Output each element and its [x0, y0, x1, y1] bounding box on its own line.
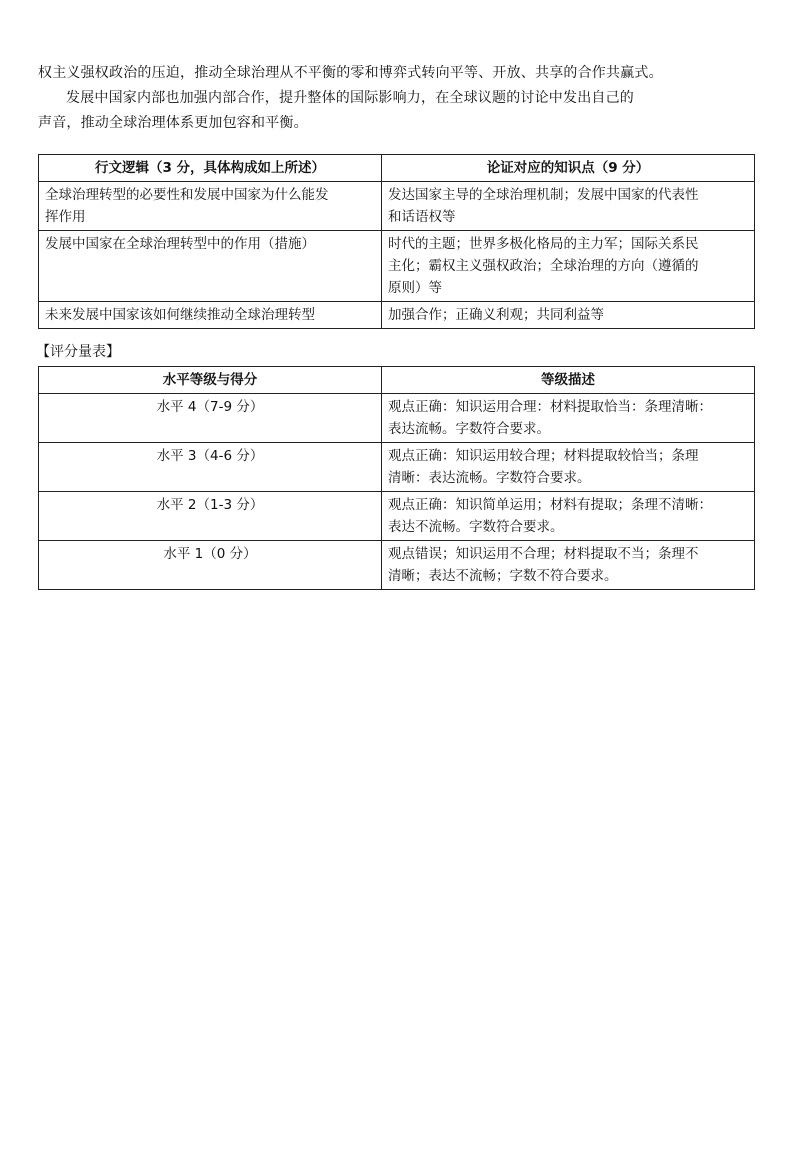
cell-line: 发达国家主导的全球治理机制；发展中国家的代表性: [388, 187, 699, 203]
table-row: [39, 182, 755, 231]
cell-line: 全球治理转型的必要性和发展中国家为什么能发: [45, 187, 329, 203]
logic-table-header: [39, 155, 755, 182]
rubric-label: 【评分量表】: [36, 344, 120, 360]
intro-line-3: 声音，推动全球治理体系更加包容和平衡。: [38, 115, 308, 131]
rubric-table: [38, 366, 755, 590]
rubric-desc-3: [382, 443, 755, 492]
cell-line: 清晰：表达流畅。字数符合要求。: [388, 470, 591, 486]
intro-line-2: 发展中国家内部也加强内部合作，提升整体的国际影响力，在全球议题的讨论中发出自己的: [66, 90, 634, 106]
logic-row-2-right: [382, 231, 755, 302]
cell-line: 加强合作；正确义利观；共同利益等: [388, 307, 604, 323]
logic-row-2-left: [39, 231, 382, 302]
logic-row-1-right: [382, 182, 755, 231]
cell-line: 观点正确：知识运用合理：材料提取恰当：条理清晰：: [388, 399, 712, 415]
logic-header-right: 论证对应的知识点（9 分）: [382, 155, 755, 182]
cell-line: 清晰；表达不流畅；字数不符合要求。: [388, 568, 618, 584]
cell-line: 观点正确：知识运用较合理；材料提取较恰当；条理: [388, 448, 699, 464]
cell-line: 表达流畅。字数符合要求。: [388, 421, 550, 437]
rubric-desc-1: [382, 541, 755, 590]
rubric-desc-4: [382, 394, 755, 443]
rubric-level-4: 水平 4（7-9 分）: [39, 394, 382, 443]
cell-line: 原则）等: [388, 280, 442, 296]
rubric-header-right: 等级描述: [382, 367, 755, 394]
table-row: [39, 541, 755, 590]
cell-line: 表达不流畅。字数符合要求。: [388, 519, 564, 535]
rubric-table-header: [39, 367, 755, 394]
logic-header-left: 行文逻辑（3 分，具体构成如上所述）: [39, 155, 382, 182]
logic-row-1-left: [39, 182, 382, 231]
rubric-level-1: 水平 1（0 分）: [39, 541, 382, 590]
table-row: [39, 394, 755, 443]
cell-line: 时代的主题；世界多极化格局的主力军；国际关系民: [388, 236, 699, 252]
cell-line: 和话语权等: [388, 209, 456, 225]
table-row: [39, 302, 755, 329]
rubric-level-3: 水平 3（4-6 分）: [39, 443, 382, 492]
logic-row-3-right: [382, 302, 755, 329]
cell-line: 挥作用: [45, 209, 86, 225]
logic-table: [38, 154, 755, 329]
cell-line: 发展中国家在全球治理转型中的作用（措施）: [45, 236, 315, 252]
rubric-desc-2: [382, 492, 755, 541]
table-row: [39, 443, 755, 492]
cell-line: 观点错误；知识运用不合理；材料提取不当；条理不: [388, 546, 699, 562]
rubric-header-left: 水平等级与得分: [39, 367, 382, 394]
cell-line: 观点正确：知识简单运用；材料有提取；条理不清晰：: [388, 497, 712, 513]
table-row: [39, 231, 755, 302]
table-row: [39, 492, 755, 541]
intro-line-1: 权主义强权政治的压迫，推动全球治理从不平衡的零和博弈式转向平等、开放、共享的合作共赢式。: [38, 65, 663, 81]
logic-row-3-left: [39, 302, 382, 329]
rubric-level-2: 水平 2（1-3 分）: [39, 492, 382, 541]
cell-line: 未来发展中国家该如何继续推动全球治理转型: [45, 307, 315, 323]
cell-line: 主化；霸权主义强权政治；全球治理的方向（遵循的: [388, 258, 699, 274]
